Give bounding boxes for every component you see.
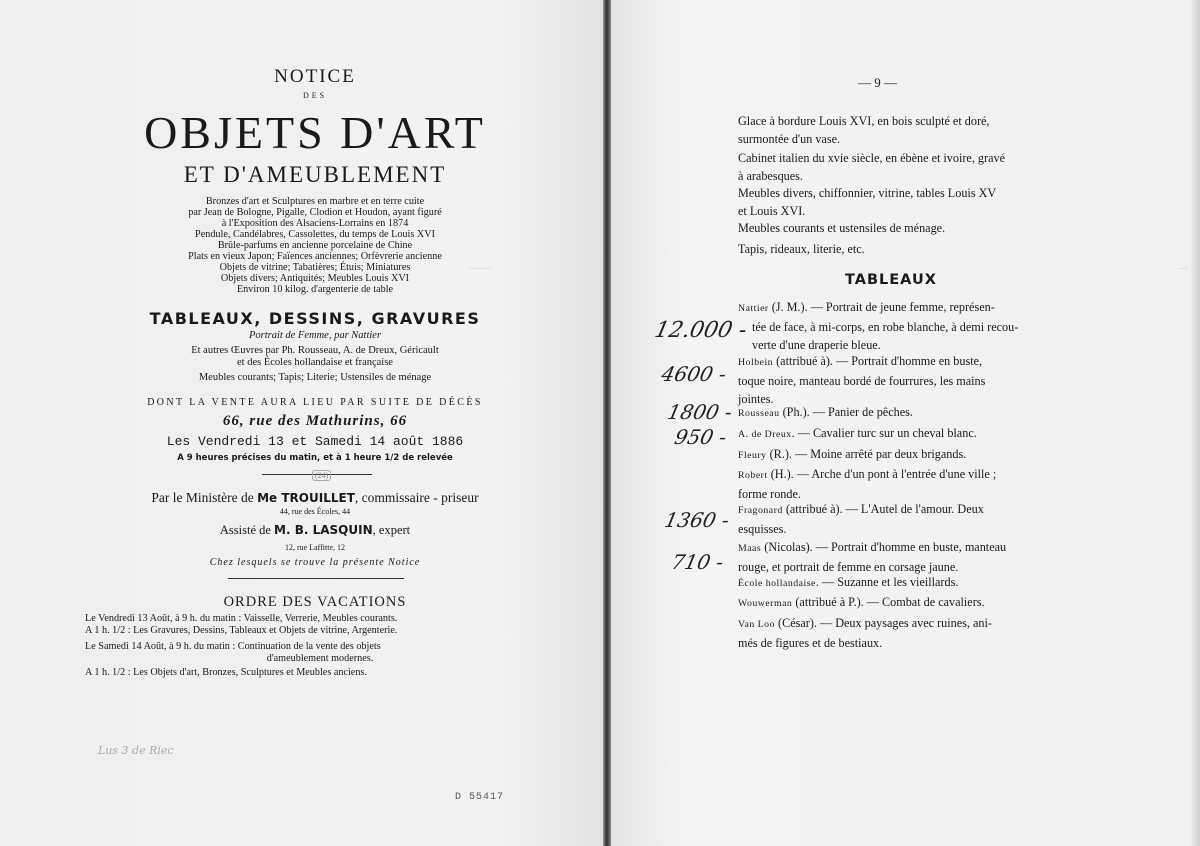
expert-name: M. B. LASQUIN	[274, 523, 373, 537]
painting-entry	[738, 614, 1053, 652]
painting-text: (attribué à P.). — Combat de cavaliers.	[792, 595, 985, 609]
description-line: par Jean de Bologne, Pigalle, Clodion et Houdon, ayant figuré	[188, 207, 442, 218]
item-entry	[738, 240, 1053, 258]
item-line: Meubles courants et ustensiles de ménage.	[738, 221, 946, 235]
painting-line: verte d'une draperie bleue.	[752, 338, 881, 352]
painting-text: (César). — Deux paysages avec ruines, ani-	[774, 616, 992, 630]
handwritten-price: 1800 -	[665, 400, 735, 424]
meubles-line: Meubles courants; Tapis; Literie; Ustensiles de ménage	[198, 372, 432, 383]
commissaire-line	[60, 490, 570, 506]
par-le-text: Par le Ministère de	[151, 490, 258, 505]
painting-entry	[738, 445, 1053, 465]
painting-entry	[738, 465, 1053, 503]
vacation-line: Le Vendredi 13 Août, à 9 h. du matin : Vaisselle, Verrerie, Meubles courants.	[85, 613, 398, 624]
notice-heading: NOTICE	[274, 66, 356, 87]
item-entry	[738, 219, 1053, 237]
chez-lesquels: Chez lesquels se trouve la présente Notice	[209, 557, 421, 568]
item-line: Tapis, rideaux, literie, etc.	[738, 242, 865, 256]
artist-name: Holbein	[738, 357, 774, 368]
artist-name: Wouwerman	[738, 598, 793, 609]
page-number: — 9 —	[858, 75, 897, 90]
painting-entry	[738, 500, 1053, 538]
artist-name: Van Loo	[738, 619, 775, 630]
autres-line: Et autres Œuvres par Ph. Rousseau, A. de Dreux, Géricault	[191, 345, 439, 356]
handwritten-price: 710 -	[669, 550, 726, 574]
expert-role: , expert	[372, 523, 411, 537]
ink-speck: ———	[470, 264, 491, 272]
painting-line: més de figures et de bestiaux.	[738, 636, 883, 650]
item-line: Glace à bordure Louis XVI, en bois sculpté et doré,	[738, 114, 990, 128]
painting-text: (attribué à). — Portrait d'homme en buste,	[773, 354, 983, 368]
page-edge	[1190, 0, 1200, 846]
item-line: Cabinet italien du xvie siècle, en ébène et ivoire, gravé	[738, 151, 1006, 165]
book-gutter	[603, 0, 611, 846]
painting-entry	[738, 403, 1053, 423]
painting-text: . — Suzanne et les vieillards.	[815, 575, 959, 589]
painting-text: (Ph.). — Panier de pêches.	[779, 405, 913, 419]
painting-line: jointes.	[738, 392, 774, 406]
vente-notice: DONT LA VENTE AURA LIEU PAR SUITE DE DÉCÈS	[147, 397, 483, 408]
painting-text: (H.). — Arche d'un pont à l'entrée d'une ville ;	[767, 467, 997, 481]
expert-line	[60, 523, 570, 538]
ordre-heading: ORDRE DES VACATIONS	[223, 594, 407, 610]
sale-address: 66, rue des Mathurins, 66	[222, 413, 408, 429]
main-title: OBJETS D'ART	[144, 107, 486, 158]
painting-entry	[738, 424, 1053, 444]
assiste-text: Assisté de	[219, 523, 275, 537]
commissaire-name: Me TROUILLET	[257, 491, 355, 505]
vacation-entry	[85, 613, 555, 636]
artist-name: Robert	[738, 470, 768, 481]
item-line: Meubles divers, chiffonnier, vitrine, tables Louis XV	[738, 186, 997, 200]
painting-text: (Nicolas). — Portrait d'homme en buste, manteau	[761, 540, 1007, 554]
artist-name: Maas	[738, 543, 762, 554]
portrait-line: Portrait de Femme, par Nattier	[248, 330, 382, 341]
expert-address: 12, rue Laffitte, 12	[284, 543, 346, 552]
description-line: Plats en vieux Japon; Faïences anciennes; Orfèvrerie ancienne	[188, 251, 442, 262]
painting-entry	[738, 573, 1053, 593]
artist-name: A. de Dreux	[738, 429, 792, 440]
item-line: à arabesques.	[738, 169, 803, 183]
painting-entry	[738, 538, 1053, 576]
vacation-line: d'ameublement modernes.	[266, 652, 374, 664]
item-entry	[738, 149, 1053, 185]
artist-name: Fleury	[738, 450, 767, 461]
description-line: Environ 10 kilog. d'argenterie de table	[236, 284, 394, 295]
vacation-entry	[85, 641, 555, 664]
commissaire-address: 44, rue des Écoles, 44	[279, 507, 351, 516]
description-line: Brûle-parfums en ancienne porcelaine de Chine	[217, 240, 413, 251]
sale-dates: Les Vendredi 13 et Samedi 14 août 1886	[166, 434, 464, 449]
les-word: DES	[302, 91, 328, 100]
sale-hours: A 9 heures précises du matin, et à 1 heure 1/2 de relevée	[177, 453, 453, 463]
description-line: Objets de vitrine; Tabatières; Étuis; Miniatures	[219, 262, 411, 273]
description-line: Objets divers; Antiquités; Meubles Louis XVI	[220, 273, 410, 284]
section-title: TABLEAUX	[845, 272, 937, 288]
painting-text: (attribué à). — L'Autel de l'amour. Deux	[782, 502, 984, 516]
vacation-line: A 1 h. 1/2 : Les Objets d'art, Bronzes, Sculptures et Meubles anciens.	[85, 667, 367, 678]
vacation-line: Le Samedi 14 Août, à 9 h. du matin : Continuation de la vente des objets	[85, 641, 381, 652]
artist-name: École hollandaise	[738, 578, 816, 589]
painting-line: rouge, et portrait de femme en corsage jaune.	[738, 560, 959, 574]
handwritten-price: 1360 -	[662, 508, 732, 532]
handwritten-note: Lus 3 de Riec	[98, 744, 174, 757]
item-line: surmontée d'un vase.	[738, 132, 841, 146]
autres-oeuvres	[60, 345, 570, 368]
description-line: à l'Exposition des Alsaciens-Lorrains en 1874	[221, 218, 409, 229]
stamp-mark: (24)	[312, 470, 331, 481]
artist-name: Rousseau	[738, 408, 780, 419]
divider	[228, 578, 404, 579]
tableaux-dessins-gravures: TABLEAUX, DESSINS, GRAVURES	[149, 309, 481, 328]
item-entry	[738, 112, 1053, 148]
artist-name: Fragonard	[738, 505, 783, 516]
painting-line: forme ronde.	[738, 487, 801, 501]
painting-entry	[738, 593, 1053, 613]
handwritten-price: 950 -	[672, 425, 729, 449]
painting-line: toque noire, manteau bordé de fourrures, les mains	[738, 374, 986, 388]
item-entry	[738, 184, 1053, 220]
subtitle: ET D'AMEUBLEMENT	[183, 162, 447, 187]
painting-entry	[738, 352, 1053, 408]
vacation-entry	[85, 667, 555, 679]
description-block	[60, 196, 570, 295]
painting-line: esquisses.	[738, 522, 787, 536]
painting-text: (R.). — Moine arrêté par deux brigands.	[766, 447, 967, 461]
artist-name: Nattier	[738, 303, 769, 314]
call-number: D 55417	[455, 792, 505, 803]
ink-speck: —	[1180, 264, 1187, 272]
handwritten-price: 4600 -	[659, 362, 729, 386]
handwritten-price: 12.000 -	[652, 318, 750, 343]
description-line: Bronzes d'art et Sculptures en marbre et en terre cuite	[205, 196, 425, 207]
autres-line: et des Écoles hollandaise et française	[237, 356, 393, 368]
painting-text: . — Cavalier turc sur un cheval blanc.	[791, 426, 977, 440]
description-line: Pendule, Candélabres, Cassolettes, du temps de Louis XVI	[195, 229, 435, 240]
vacation-line: A 1 h. 1/2 : Les Gravures, Dessins, Tableaux et Objets de vitrine, Argenterie.	[85, 624, 398, 636]
commissaire-role: , commissaire - priseur	[354, 490, 479, 505]
painting-line: tée de face, à mi-corps, en robe blanche, à demi recou-	[752, 320, 1019, 334]
painting-text: (J. M.). — Portrait de jeune femme, représen-	[768, 300, 995, 314]
painting-entry	[738, 298, 1053, 354]
item-line: et Louis XVI.	[738, 204, 806, 218]
